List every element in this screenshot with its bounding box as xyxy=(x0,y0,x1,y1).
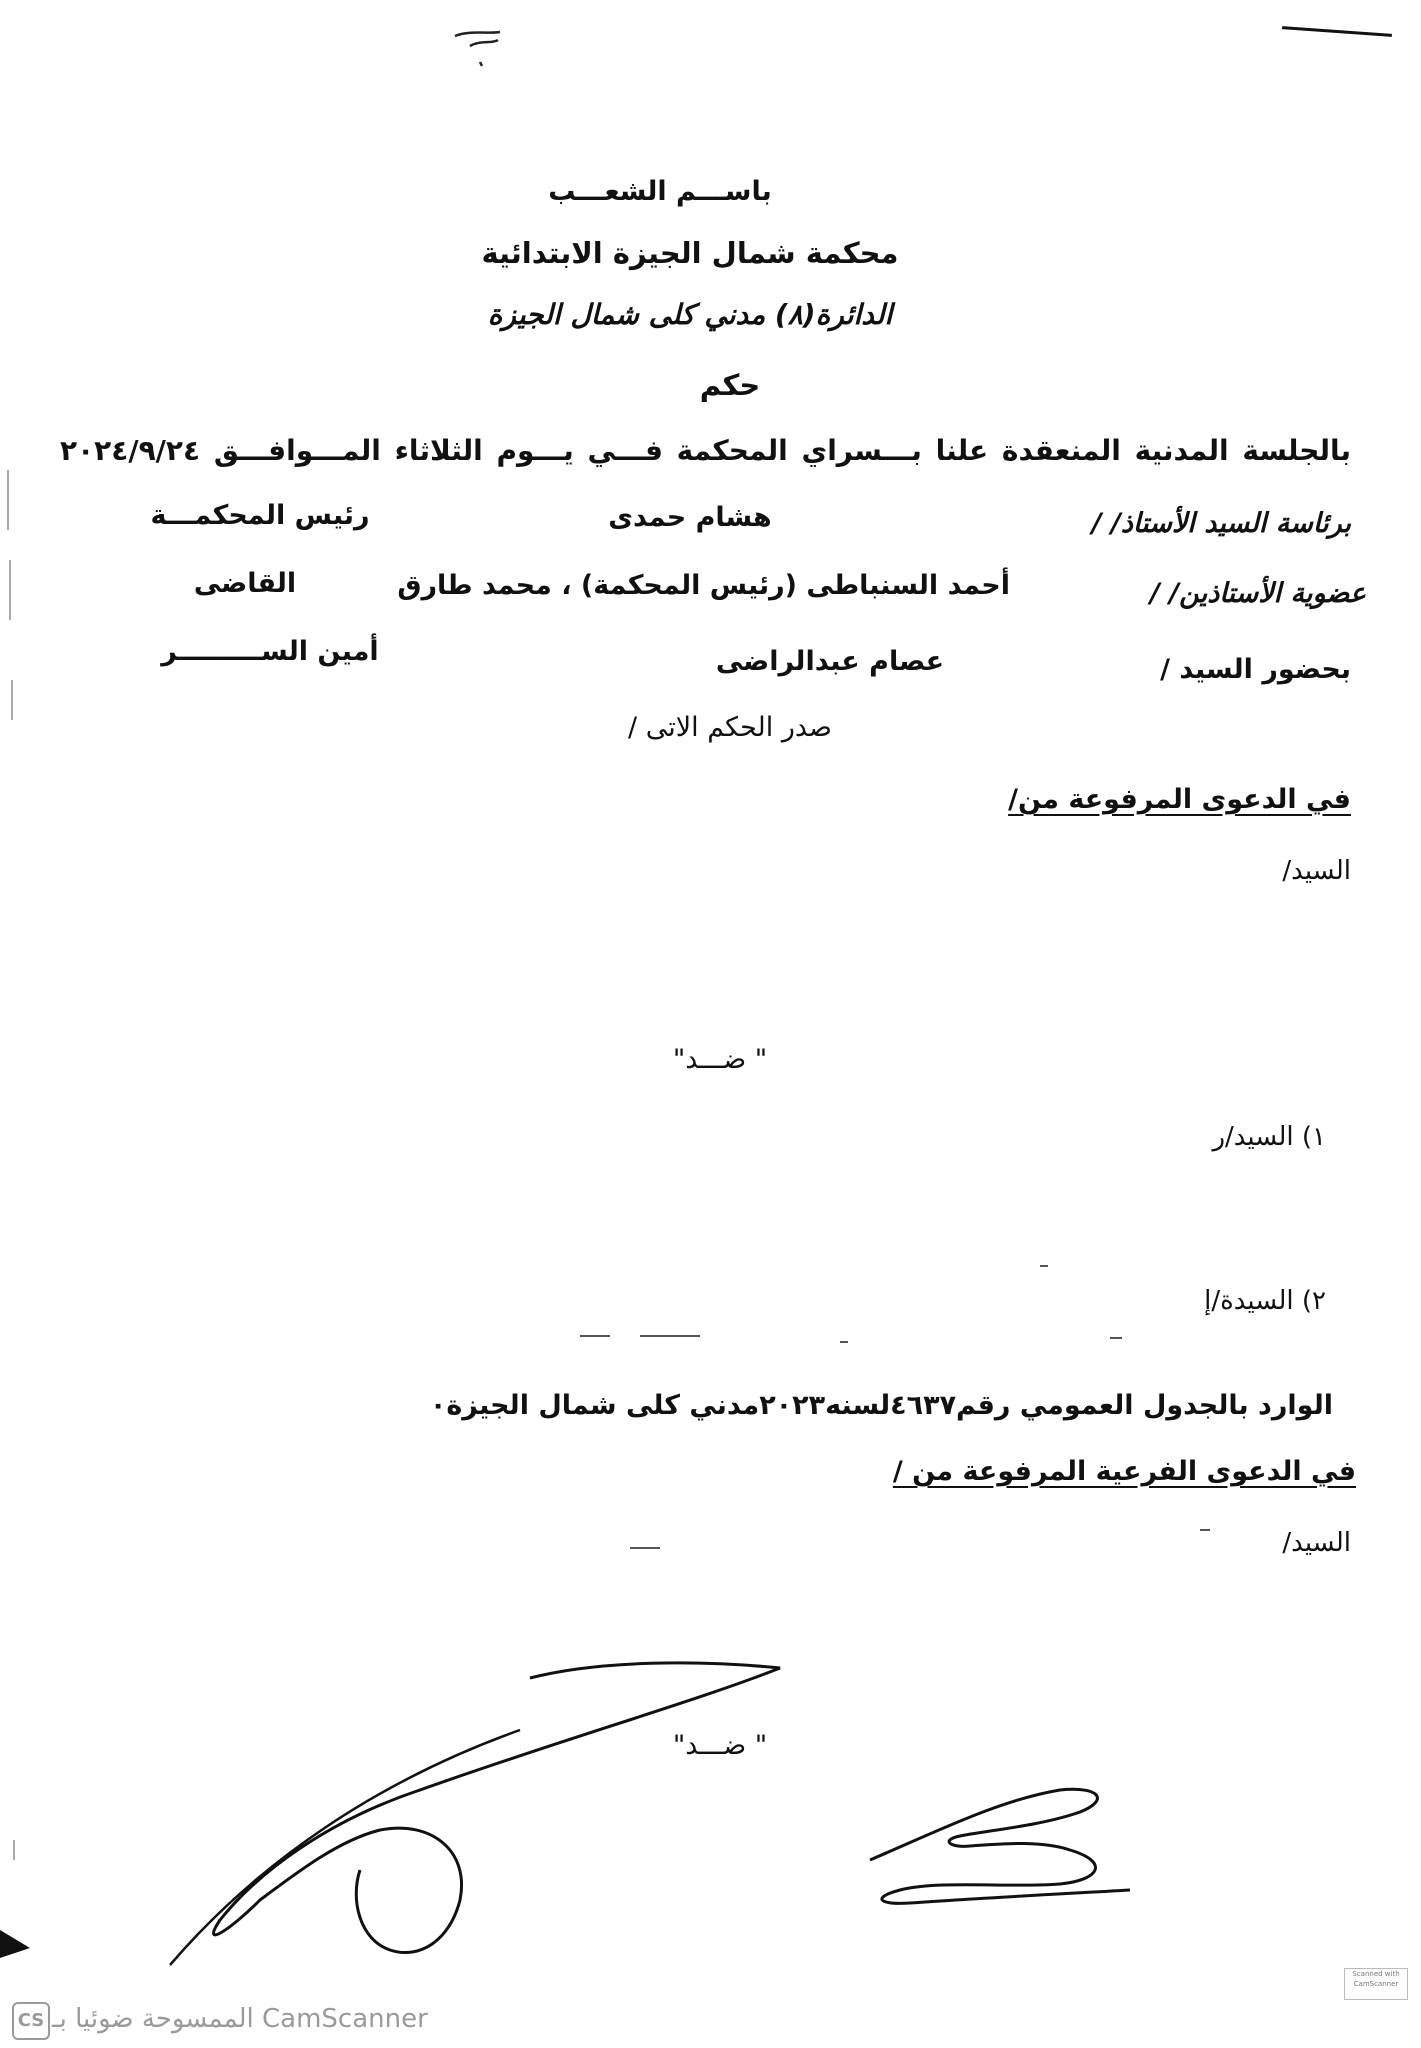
left-margin-marks xyxy=(8,470,14,1860)
court-name: محكمة شمال الجيزة الابتدائية xyxy=(481,236,899,270)
members-label: عضوية الأستاذين/ / xyxy=(1150,578,1366,609)
verdict-intro: صدر الحكم الاتى / xyxy=(628,712,832,743)
against-heading-2: " ضـــد" xyxy=(672,1730,768,1761)
camscanner-logo-icon: CS xyxy=(12,2002,50,2040)
top-initial-dot xyxy=(480,62,482,66)
people-heading: باســـم الشعـــب xyxy=(548,176,772,207)
top-initial-mark xyxy=(455,32,500,46)
presidency-role: رئيس المحكمـــة xyxy=(150,500,370,531)
signature-flourish xyxy=(170,1730,520,1965)
clerk-role: أمين الســـــــــر xyxy=(161,636,379,667)
presidency-name: هشام حمدى xyxy=(608,502,772,533)
camscanner-stamp xyxy=(1344,1968,1408,2000)
plaintiff-label: السيد/ xyxy=(1282,856,1351,886)
scanner-footer-text: الممسوحة ضوئيا بـ CamScanner xyxy=(52,2004,428,2034)
presidency-label: برئاسة السيد الأستاذ/ / xyxy=(1091,508,1351,539)
sub-plaintiff-label: السيد/ xyxy=(1282,1528,1351,1558)
filed-by-heading: في الدعوى المرفوعة من/ xyxy=(1008,784,1351,815)
session-line: بالجلسة المدنية المنعقدة علنا بـــسراي المحكمة فـــي يـــوم الثلاثاء المـــوافـــق ٢٠٢٤/٩/٢٤ xyxy=(60,434,1351,467)
left-corner-mark xyxy=(0,1930,30,1958)
circuit-name: الدائرة(٨) مدني كلى شمال الجيزة xyxy=(487,298,893,331)
defendant-1: ١) السيد/ر xyxy=(1212,1122,1326,1152)
defendant-2: ٢) السيدة/إ xyxy=(1204,1286,1326,1316)
signature-right xyxy=(870,1789,1130,1903)
corner-pen-mark xyxy=(1282,26,1392,37)
stamp-label: Scanned with CamScanner xyxy=(1352,1970,1400,1988)
members-names: أحمد السنباطى (رئيس المحكمة) ، محمد طارق xyxy=(397,570,1010,601)
sub-case-heading: في الدعوى الفرعية المرفوعة من / xyxy=(892,1456,1356,1487)
clerk-label: بحضور السيد / xyxy=(1160,654,1351,685)
registry-line: الوارد بالجدول العمومي رقم٤٦٣٧لسنه٢٠٢٣مدني كلى شمال الجيزة٠ xyxy=(429,1390,1333,1421)
ruling-title: حكم xyxy=(699,368,761,402)
signature-left xyxy=(214,1663,780,1953)
against-heading-1: " ضـــد" xyxy=(672,1044,768,1075)
members-role: القاضى xyxy=(193,568,297,599)
clerk-name: عصام عبدالراضى xyxy=(715,646,945,677)
